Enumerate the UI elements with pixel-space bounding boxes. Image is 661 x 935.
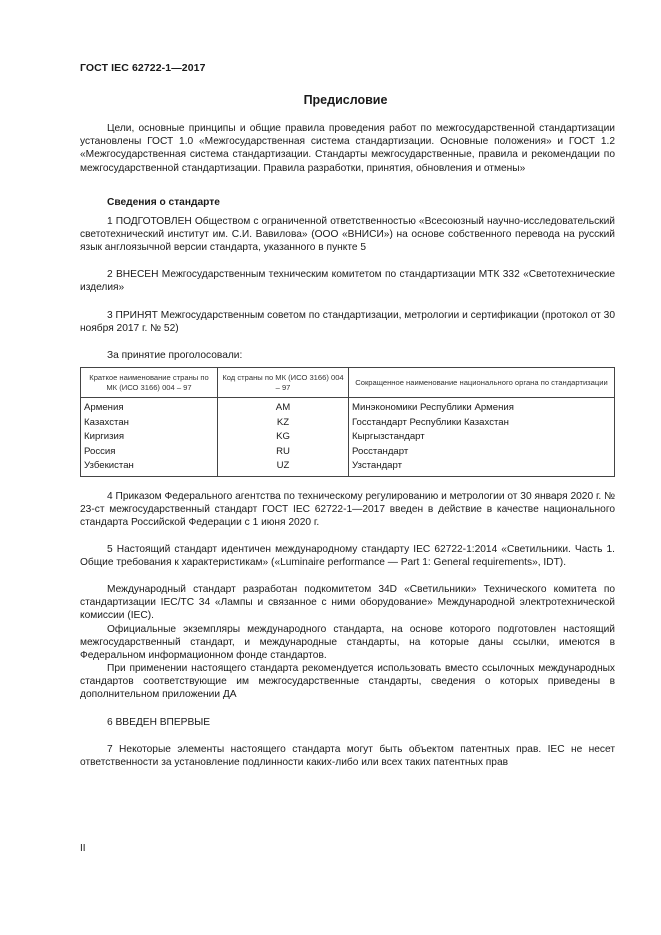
table-cell-body: Узстандарт <box>349 459 615 476</box>
table-cell-country: Россия <box>81 445 218 460</box>
table-header-body: Сокращенное наименование национального органа по стандартизации <box>349 368 615 398</box>
item-5-paragraph: 5 Настоящий стандарт идентичен международному стандарту IEC 62722-1:2014 «Светильники. Часть 1. Общие требования к характеристикам» («Luminaire performance — Part 1: General requirements», IDT). <box>80 544 615 569</box>
item-6-paragraph: 6 ВВЕДЕН ВПЕРВЫЕ <box>107 717 211 728</box>
item-3-paragraph: 3 ПРИНЯТ Межгосударственным советом по стандартизации, метрологии и сертификации (протокол от 30 ноября 2017 г. № 52) <box>80 310 615 335</box>
table-cell-code: RU <box>218 445 349 460</box>
item-5-paragraph-3: Официальные экземпляры международного стандарта, на основе которого подготовлен настоящий межгосударственный стандарт, и международные стандарты, на которые даны ссылки, имеются в Федеральном информационном фонде стандартов. <box>80 624 615 662</box>
intro-paragraph: Цели, основные принципы и общие правила проведения работ по межгосударственной стандартизации установлены ГОСТ 1.0 «Межгосударственная система стандартизации. Основные положения» и ГОСТ 1.2 «Межгосударственная система стандартизации. Стандарты межгосударственные, правила и рекомендации по межгосударственной стандартизации. Правила разработки, принятия, обновления и отмены» <box>80 123 615 174</box>
table-cell-body: Кыргызстандарт <box>349 430 615 445</box>
page-title: Предисловие <box>303 93 388 107</box>
page-number: II <box>80 843 86 854</box>
table-cell-code: KG <box>218 430 349 445</box>
table-row <box>81 398 615 416</box>
table-cell-code: KZ <box>218 416 349 431</box>
table-cell-body: Госстандарт Республики Казахстан <box>349 416 615 431</box>
table-row <box>81 445 615 460</box>
voting-table <box>80 367 615 477</box>
table-cell-body: Минэкономики Республики Армения <box>349 398 615 416</box>
table-cell-code: UZ <box>218 459 349 476</box>
table-cell-country: Армения <box>81 398 218 416</box>
table-cell-code: AM <box>218 398 349 416</box>
table-header-country: Краткое наименование страны по МК (ИСО 3166) 004 – 97 <box>81 368 218 398</box>
item-5-paragraph-4: При применении настоящего стандарта рекомендуется использовать вместо ссылочных международных стандартов соответствующие им межгосударственные стандарты, сведения о которых приведены в дополнительном приложении ДА <box>80 663 615 701</box>
table-header-code: Код страны по МК (ИСО 3166) 004 – 97 <box>218 368 349 398</box>
section-heading: Сведения о стандарте <box>107 197 220 208</box>
table-cell-country: Казахстан <box>81 416 218 431</box>
table-row <box>81 430 615 445</box>
table-cell-country: Узбекистан <box>81 459 218 476</box>
vote-label: За принятие проголосовали: <box>107 350 243 361</box>
item-5-paragraph-2: Международный стандарт разработан подкомитетом 34D «Светильники» Технического комитета по стандартизации IEC/TC 34 «Лампы и связанное с ними оборудование» Международной электротехнической комиссии (IEC). <box>80 584 615 622</box>
item-7-paragraph: 7 Некоторые элементы настоящего стандарта могут быть объектом патентных прав. IEC не несет ответственности за установление подлинности каких-либо или всех таких патентных прав <box>80 744 615 769</box>
item-2-paragraph: 2 ВНЕСЕН Межгосударственным техническим комитетом по стандартизации МТК 332 «Светотехнические изделия» <box>80 269 615 294</box>
table-row <box>81 459 615 476</box>
item-4-paragraph: 4 Приказом Федерального агентства по техническому регулированию и метрологии от 30 января 2020 г. № 23-ст межгосударственный стандарт ГОСТ IEC 62722-1—2017 введен в действие в качестве национального стандарта Российской Федерации с 1 июня 2020 г. <box>80 491 616 529</box>
table-cell-body: Росстандарт <box>349 445 615 460</box>
item-1-paragraph: 1 ПОДГОТОВЛЕН Обществом с ограниченной ответственностью «Всесоюзный научно-исследовательский светотехнический институт им. С.И. Вавилова» (ООО «ВНИСИ») на основе собственного перевода на русский язык англоязычной версии стандарта, указанного в пункте 5 <box>80 216 615 254</box>
table-header-row <box>81 368 615 398</box>
table-cell-country: Киргизия <box>81 430 218 445</box>
table-row <box>81 416 615 431</box>
document-header: ГОСТ IEC 62722-1—2017 <box>80 62 206 74</box>
